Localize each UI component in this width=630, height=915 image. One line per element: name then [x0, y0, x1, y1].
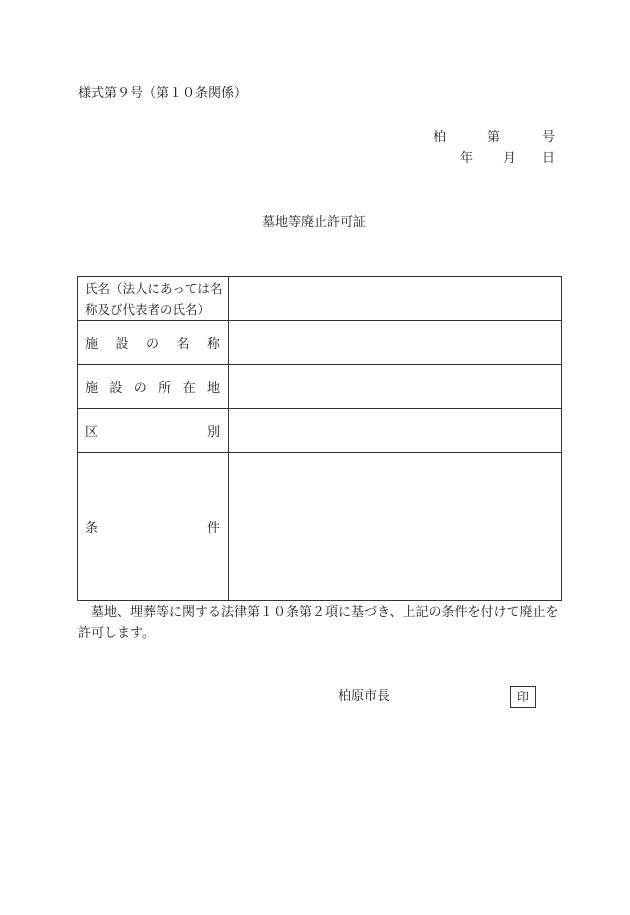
document-title: 墓地等廃止許可証: [262, 215, 367, 230]
facility-name-value-cell[interactable]: [229, 321, 562, 365]
date-year: 年: [460, 151, 474, 166]
facility-location-label-cell: [78, 365, 229, 409]
category-label-cell: [78, 409, 229, 453]
date-month: 月: [503, 151, 517, 166]
facility-location-value-cell[interactable]: [229, 365, 562, 409]
permit-table: [77, 276, 562, 601]
category-label: 区 別: [85, 425, 220, 440]
row-conditions: [78, 453, 562, 601]
name-value-cell[interactable]: [229, 277, 562, 321]
name-label: 氏名（法人にあっては名称及び代表者の氏名）: [85, 280, 223, 317]
row-facility-name: [78, 321, 562, 365]
conditions-label-cell: [78, 453, 229, 601]
number-go: 号: [542, 130, 556, 145]
facility-name-label: 施 設 の 名 称: [85, 337, 220, 352]
row-name: [78, 277, 562, 321]
category-value-cell[interactable]: [229, 409, 562, 453]
conditions-value-cell[interactable]: [229, 453, 562, 601]
name-label-cell: [78, 277, 229, 321]
facility-location-label: 施 設 の 所 在 地: [85, 381, 220, 396]
permission-statement: 墓地、埋葬等に関する法律第１０条第２項に基づき、上記の条件を付けて廃止を許可します。: [78, 605, 559, 641]
seal-box: 印: [510, 686, 536, 708]
conditions-label: 条 件: [85, 521, 220, 536]
number-city-prefix: 柏: [433, 130, 447, 145]
row-category: [78, 409, 562, 453]
number-dai: 第: [487, 130, 501, 145]
form-number: 様式第９号（第１０条関係）: [78, 86, 248, 101]
issuer-title: 柏原市長: [338, 689, 391, 704]
facility-name-label-cell: [78, 321, 229, 365]
date-day: 日: [542, 151, 556, 166]
row-facility-location: [78, 365, 562, 409]
